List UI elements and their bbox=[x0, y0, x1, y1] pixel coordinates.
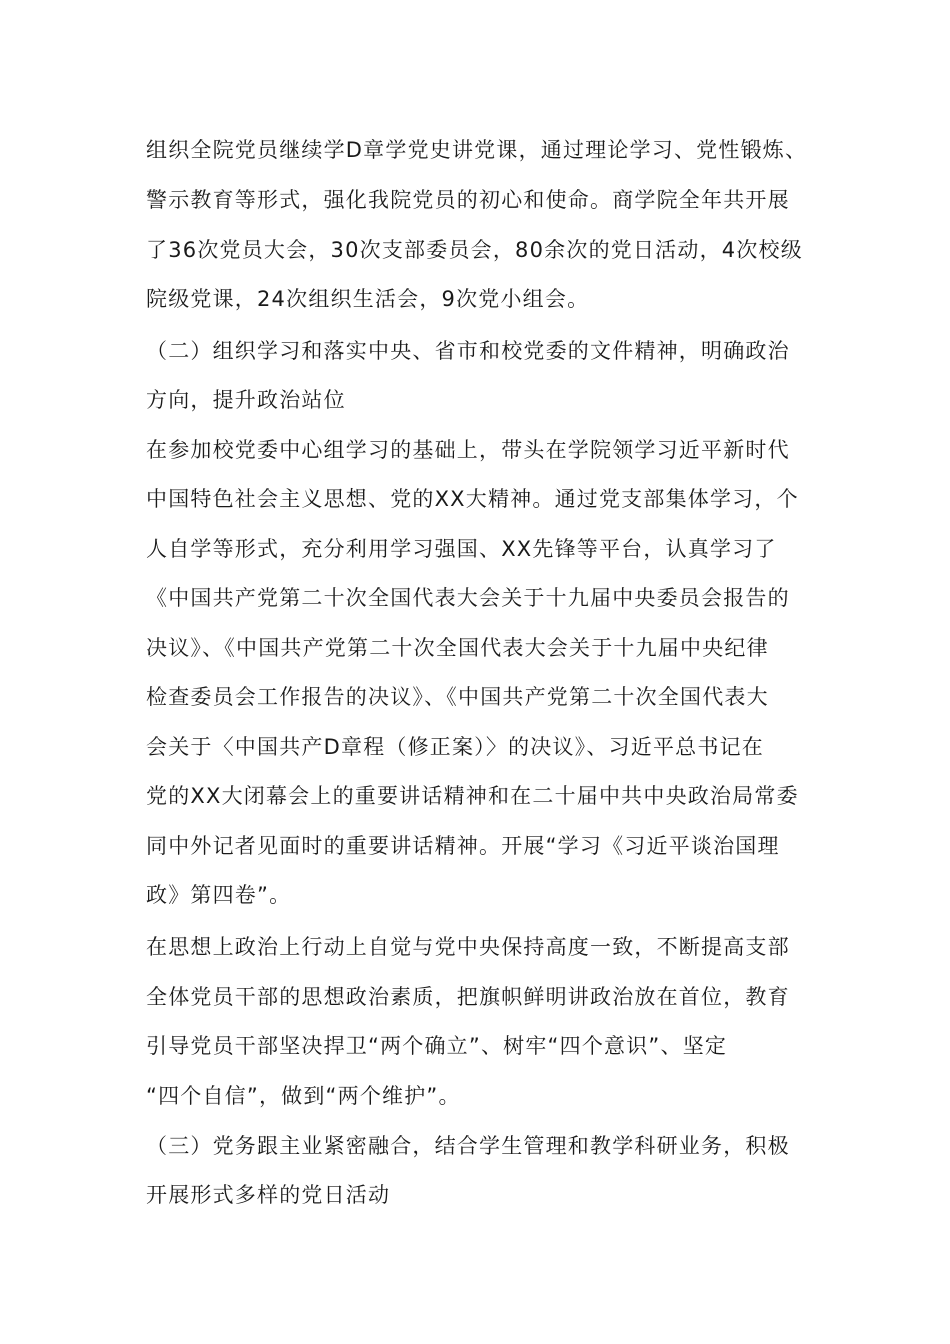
text-line: 在参加校党委中心组学习的基础上，带头在学院领学习近平新时代 bbox=[146, 438, 790, 462]
text-line: 决议》、《中国共产党第二十次全国代表大会关于十九届中央纪律 bbox=[146, 636, 769, 660]
text-line: 引导党员干部坚决捍卫“两个确立”、树牢“四个意识”、坚定 bbox=[146, 1034, 728, 1058]
text-line: 会关于〈中国共产D章程（修正案）〉的决议》、习近平总书记在 bbox=[146, 735, 764, 759]
text-line: “四个自信”，做到“两个维护”。 bbox=[146, 1084, 461, 1108]
section-heading-line: （三）党务跟主业紧密融合，结合学生管理和教学科研业务，积极 bbox=[146, 1134, 790, 1158]
section-heading-line: 方向，提升政治站位 bbox=[146, 388, 346, 412]
text-line: 院级党课，24次组织生活会，9次党小组会。 bbox=[146, 287, 590, 311]
text-line: 《中国共产党第二十次全国代表大会关于十九届中央委员会报告的 bbox=[146, 586, 790, 610]
text-line: 党的XX大闭幕会上的重要讲话精神和在二十届中共中央政治局常委 bbox=[146, 784, 799, 808]
text-line: 政》第四卷”。 bbox=[146, 883, 292, 907]
text-line: 人自学等形式，充分利用学习强国、XX先锋等平台，认真学习了 bbox=[146, 537, 777, 561]
text-line: 警示教育等形式，强化我院党员的初心和使命。商学院全年共开展 bbox=[146, 188, 790, 212]
text-line: 中国特色社会主义思想、党的XX大精神。通过党支部集体学习，个 bbox=[146, 487, 799, 511]
section-heading-line: 开展形式多样的党日活动 bbox=[146, 1183, 391, 1207]
text-line: 全体党员干部的思想政治素质，把旗帜鲜明讲政治放在首位，教育 bbox=[146, 985, 790, 1009]
section-heading-line: （二）组织学习和落实中央、省市和校党委的文件精神，明确政治 bbox=[146, 339, 790, 363]
text-line: 检查委员会工作报告的决议》、《中国共产党第二十次全国代表大 bbox=[146, 685, 769, 709]
text-line: 了36次党员大会，30次支部委员会，80余次的党日活动，4次校级 bbox=[146, 238, 803, 262]
text-line: 在思想上政治上行动上自觉与党中央保持高度一致，不断提高支部 bbox=[146, 935, 790, 959]
text-line: 同中外记者见面时的重要讲话精神。开展“学习《习近平谈治国理 bbox=[146, 834, 780, 858]
text-line: 组织全院党员继续学D章学党史讲党课，通过理论学习、党性锻炼、 bbox=[146, 138, 808, 162]
